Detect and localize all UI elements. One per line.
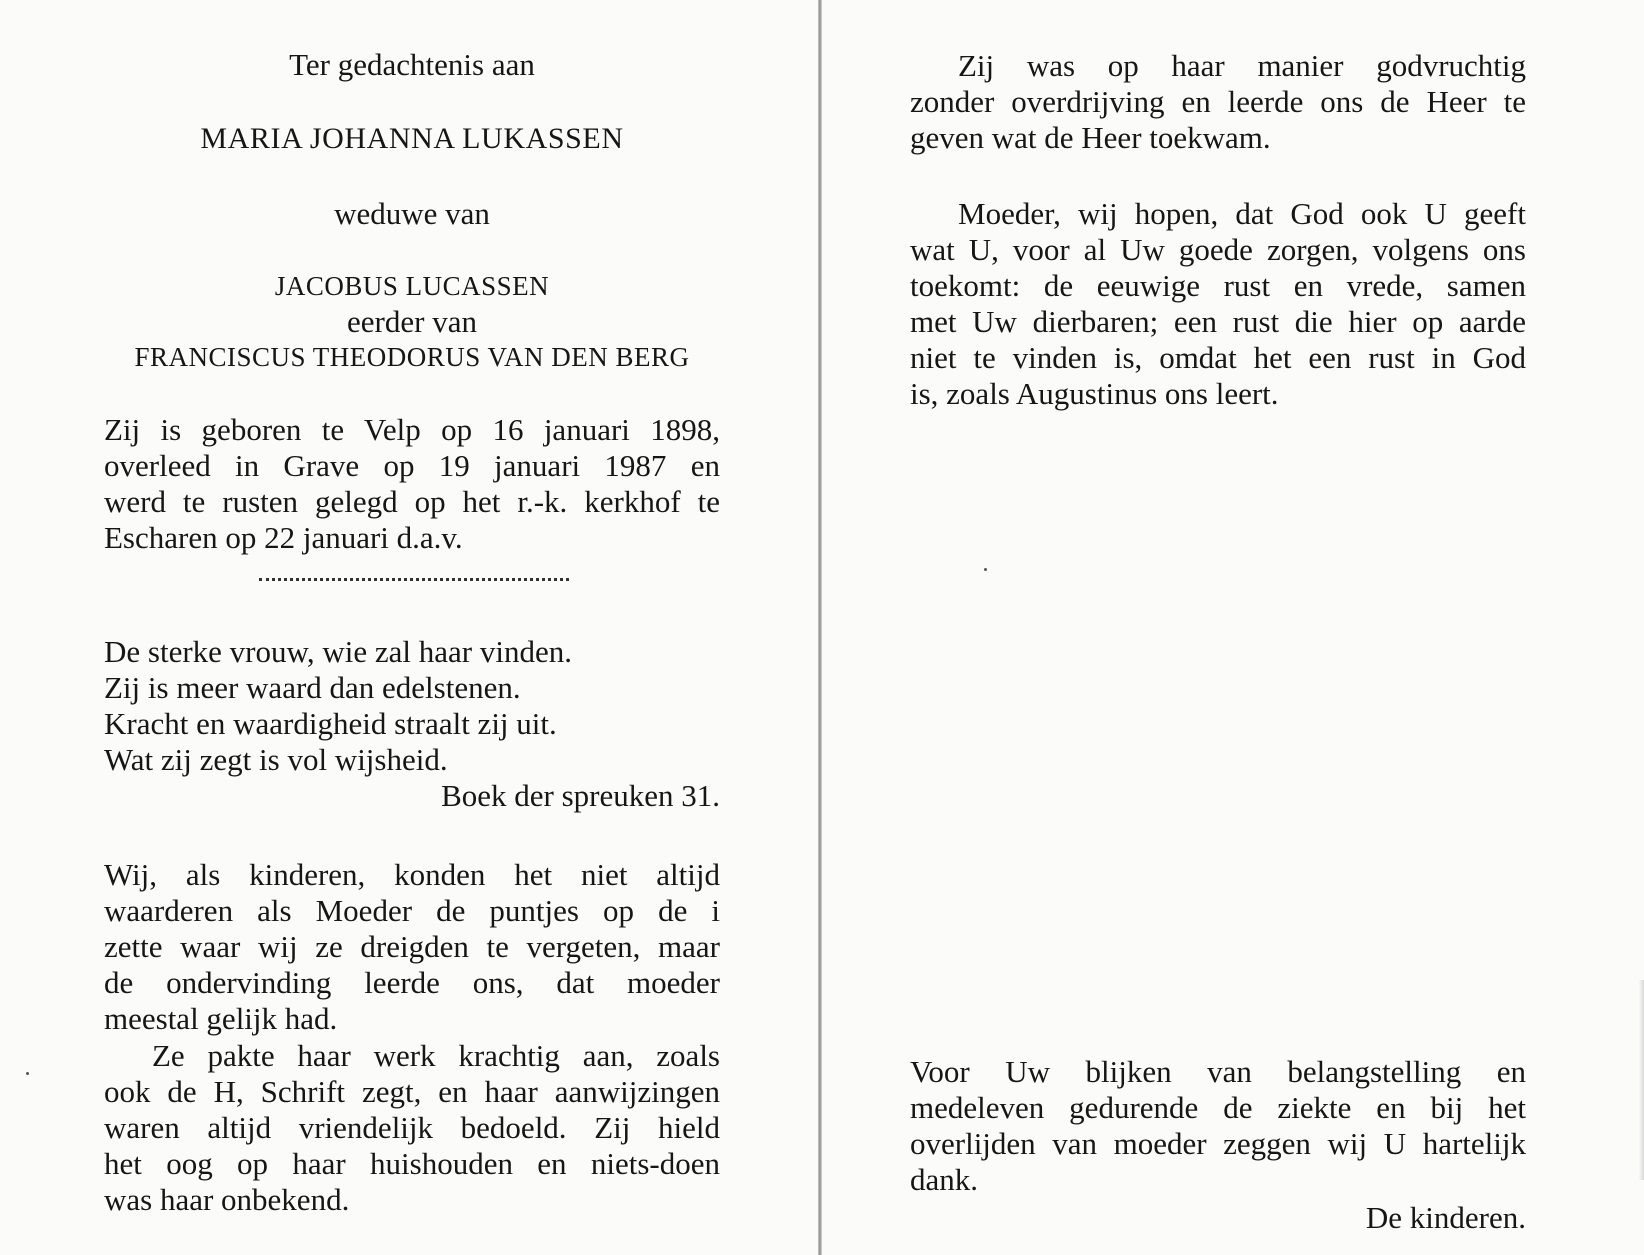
work-line: het oog op haar huishouden en niets-doen	[104, 1146, 720, 1181]
poem-line: Kracht en waardigheid straalt zij uit.	[104, 706, 557, 741]
faith-line: Zij was op haar manier godvruchtig	[958, 48, 1526, 83]
work-line: Ze pakte haar werk krachtig aan, zoals	[152, 1038, 720, 1073]
children-line: meestal gelijk had.	[104, 1001, 338, 1036]
hope-line: Moeder, wij hopen, dat God ook U geeft	[958, 196, 1526, 231]
birth-line: overleed in Grave op 19 januari 1987 en	[104, 448, 720, 483]
paper-speck	[26, 1072, 29, 1075]
children-line: zette waar wij ze dreigden te vergeten, maar	[104, 929, 720, 964]
signature: De kinderen.	[1365, 1200, 1526, 1235]
thanks-line: Voor Uw blijken van belangstelling en	[910, 1054, 1526, 1089]
dotted-separator	[259, 578, 569, 581]
faith-line: geven wat de Heer toekwam.	[910, 120, 1271, 155]
children-line: Wij, als kinderen, konden het niet altijd	[104, 857, 720, 892]
thanks-line: overlijden van moeder zeggen wij U hartelijk	[910, 1126, 1526, 1161]
hope-line: is, zoals Augustinus ons leert.	[910, 376, 1279, 411]
work-line: was haar onbekend.	[104, 1182, 350, 1217]
poem-line: Zij is meer waard dan edelstenen.	[104, 670, 521, 705]
thanks-line: dank.	[910, 1162, 979, 1197]
birth-line: werd te rusten gelegd op het r.-k. kerkhof te	[104, 484, 720, 519]
work-line: waren altijd vriendelijk bedoeld. Zij hield	[104, 1110, 720, 1145]
birth-line: Zij is geboren te Velp op 16 januari 1898,	[104, 412, 720, 447]
husband-name: JACOBUS LUCASSEN	[274, 271, 550, 301]
birth-line: Escharen op 22 januari d.a.v.	[104, 520, 463, 555]
widow-of-label: weduwe van	[334, 196, 490, 231]
children-line: waarderen als Moeder de puntjes op de i	[104, 893, 720, 928]
poem-line: De sterke vrouw, wie zal haar vinden.	[104, 634, 572, 669]
earlier-of-label: eerder van	[347, 304, 477, 339]
left-page	[104, 0, 720, 1255]
card-fold	[818, 0, 822, 1255]
first-husband-name: FRANCISCUS THEODORUS VAN DEN BERG	[134, 342, 690, 372]
right-page	[910, 0, 1526, 1255]
hope-line: met Uw dierbaren; een rust die hier op aarde	[910, 304, 1526, 339]
hope-line: toekomt: de eeuwige rust en vrede, samen	[910, 268, 1526, 303]
poem-source: Boek der spreuken 31.	[441, 778, 720, 813]
thanks-line: medeleven gedurende de ziekte en bij het	[910, 1090, 1526, 1125]
deceased-name: MARIA JOHANNA LUKASSEN	[200, 122, 624, 155]
children-line: de ondervinding leerde ons, dat moeder	[104, 965, 720, 1000]
hope-line: niet te vinden is, omdat het een rust in God	[910, 340, 1526, 375]
work-line: ook de H, Schrift zegt, en haar aanwijzingen	[104, 1074, 720, 1109]
hope-line: wat U, voor al Uw goede zorgen, volgens ons	[910, 232, 1526, 267]
memorial-heading: Ter gedachtenis aan	[289, 47, 535, 82]
card-edge-shadow	[1638, 980, 1644, 1180]
poem-line: Wat zij zegt is vol wijsheid.	[104, 742, 448, 777]
faith-line: zonder overdrijving en leerde ons de Heer te	[910, 84, 1526, 119]
